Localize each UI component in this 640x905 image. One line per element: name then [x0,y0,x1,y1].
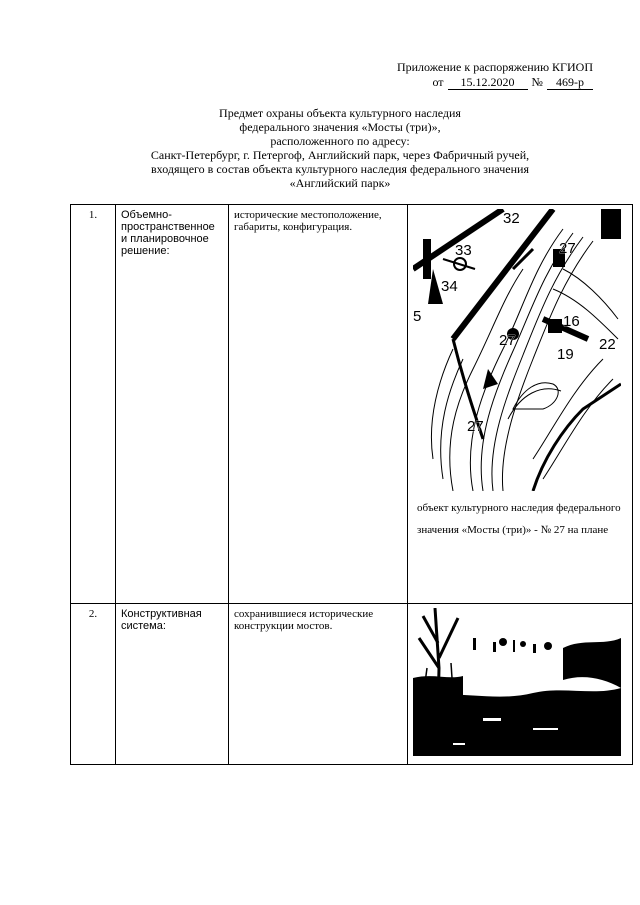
document-header [333,60,593,90]
map-label-22: 22 [599,336,616,353]
map-label-34: 34 [441,278,458,295]
map-label-32: 32 [503,210,520,227]
map-label-5: 5 [413,308,422,325]
map-label-27: 27 [467,418,484,435]
row-category: Объемно-пространственное и планировочное решение: [116,205,229,604]
decree-date: 15.12.2020 [448,76,528,90]
row-image-cell [408,205,633,604]
map-caption: объект культурного наследия федерального значения «Мосты (три)» - № 27 на плане [417,502,621,536]
map-label-27: 27 [499,332,516,349]
map-label-19: 19 [557,346,574,363]
row-description: исторические местоположение, габариты, конфигурация. [229,205,408,604]
title-line: расположенного по адресу: [270,134,410,148]
row-description: сохранившиеся исторические конструкции мостов. [229,604,408,765]
appendix-line: Приложение к распоряжению КГИОП [396,60,593,74]
table-row [71,205,633,604]
title-line: входящего в состав объекта культурного наследия федерального значения [151,162,529,176]
table-row [71,604,633,765]
map-label-33: 33 [455,242,472,259]
row-number: 2. [71,604,116,765]
protection-subject-table [70,204,633,765]
row-number: 1. [71,205,116,604]
bridge-photo [413,608,621,756]
title-line: Санкт-Петербург, г. Петергоф, Английский парк, через Фабричный ручей, [150,148,530,162]
site-plan-map [413,209,621,491]
map-label-16: 16 [563,313,580,330]
decree-number: 469-р [547,76,593,90]
document-title [70,106,610,190]
decree-reference [333,75,593,90]
row-category: Конструктивная система: [116,604,229,765]
row-image-cell [408,604,633,765]
title-line: «Английский парк» [289,176,391,190]
title-line: Предмет охраны объекта культурного наследия [219,106,461,120]
title-line: федерального значения «Мосты (три)», [239,120,441,134]
number-sign: № [531,75,543,89]
date-prefix: от [432,75,444,89]
map-label-27: 27 [559,240,576,257]
